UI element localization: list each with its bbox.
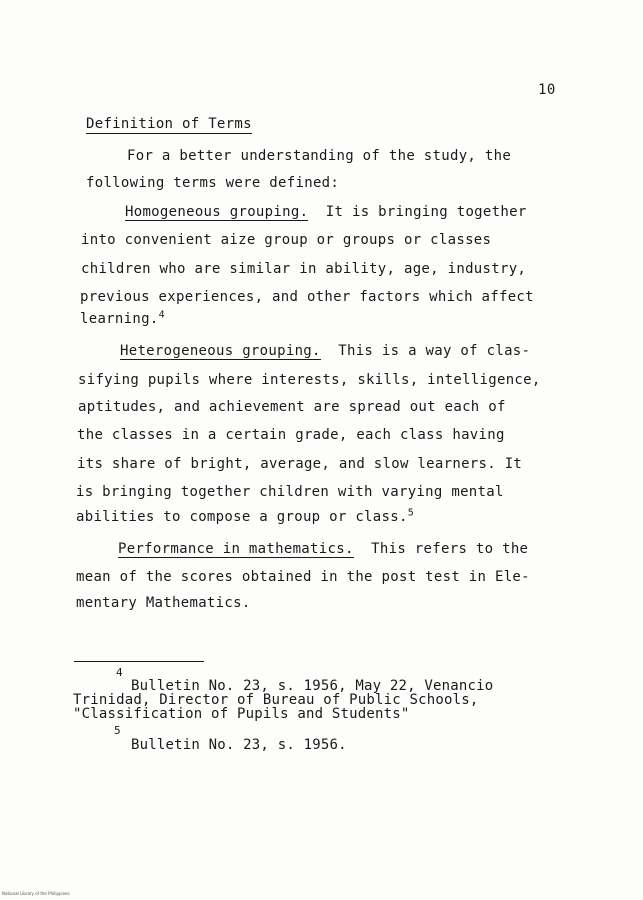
performance-paragraph-line-1 bbox=[118, 540, 528, 558]
heterogeneous-term: Heterogeneous grouping. bbox=[120, 343, 321, 359]
footnote-ref-4: 4 bbox=[158, 309, 165, 321]
performance-term: Performance in mathematics. bbox=[118, 541, 354, 557]
footnote-5-mark: 5 bbox=[114, 724, 121, 737]
homogeneous-line-1-rest: It is bringing together bbox=[325, 204, 527, 220]
library-imprint: National Library of the Philippines bbox=[2, 891, 70, 896]
homogeneous-paragraph-line-1 bbox=[125, 203, 527, 221]
homogeneous-last-word: learning. bbox=[80, 311, 159, 327]
heterogeneous-line-2: sifying pupils where interests, skills, intelligence, bbox=[78, 372, 541, 388]
performance-line-3: mentary Mathematics. bbox=[76, 595, 251, 611]
section-heading: Definition of Terms bbox=[86, 116, 252, 132]
performance-line-1-rest: This refers to the bbox=[371, 541, 529, 557]
heterogeneous-paragraph-line-1 bbox=[120, 342, 530, 360]
heterogeneous-line-7 bbox=[76, 508, 414, 526]
performance-line-2: mean of the scores obtained in the post test in Ele- bbox=[76, 569, 530, 585]
homogeneous-term: Homogeneous grouping. bbox=[125, 204, 309, 220]
page-number: 10 bbox=[538, 82, 556, 98]
homogeneous-line-3: children who are similar in ability, age, industry, bbox=[81, 261, 527, 277]
footnote-ref-5: 5 bbox=[407, 507, 415, 519]
homogeneous-line-5 bbox=[80, 310, 165, 328]
heterogeneous-line-6: is bringing together children with varying mental bbox=[76, 484, 504, 500]
homogeneous-line-2: into convenient aize group or groups or classes bbox=[81, 232, 492, 248]
heterogeneous-line-4: the classes in a certain grade, each class having bbox=[77, 427, 505, 443]
footnote-4-line-3: "Classification of Pupils and Students" bbox=[73, 706, 410, 722]
footnote-4-line-1: Bulletin No. 23, s. 1956, May 22, Venancio bbox=[131, 678, 494, 694]
footnote-4-mark: 4 bbox=[116, 666, 123, 679]
heterogeneous-line-1-rest: This is a way of clas- bbox=[338, 343, 531, 359]
intro-line-2: following terms were defined: bbox=[86, 175, 340, 191]
heterogeneous-last-line: abilities to compose a group or class. bbox=[76, 509, 408, 525]
homogeneous-line-4: previous experiences, and other factors which affect bbox=[80, 289, 534, 305]
intro-line-1: For a better understanding of the study, the bbox=[127, 148, 512, 164]
footnote-4-line-2: Trinidad, Director of Bureau of Public Schools, bbox=[73, 692, 479, 708]
heterogeneous-line-3: aptitudes, and achievement are spread out each of bbox=[78, 399, 506, 415]
footnote-5-line-1: Bulletin No. 23, s. 1956. bbox=[131, 737, 347, 753]
heterogeneous-line-5: its share of bright, average, and slow learners. It bbox=[77, 456, 523, 472]
footnote-separator bbox=[74, 661, 204, 662]
